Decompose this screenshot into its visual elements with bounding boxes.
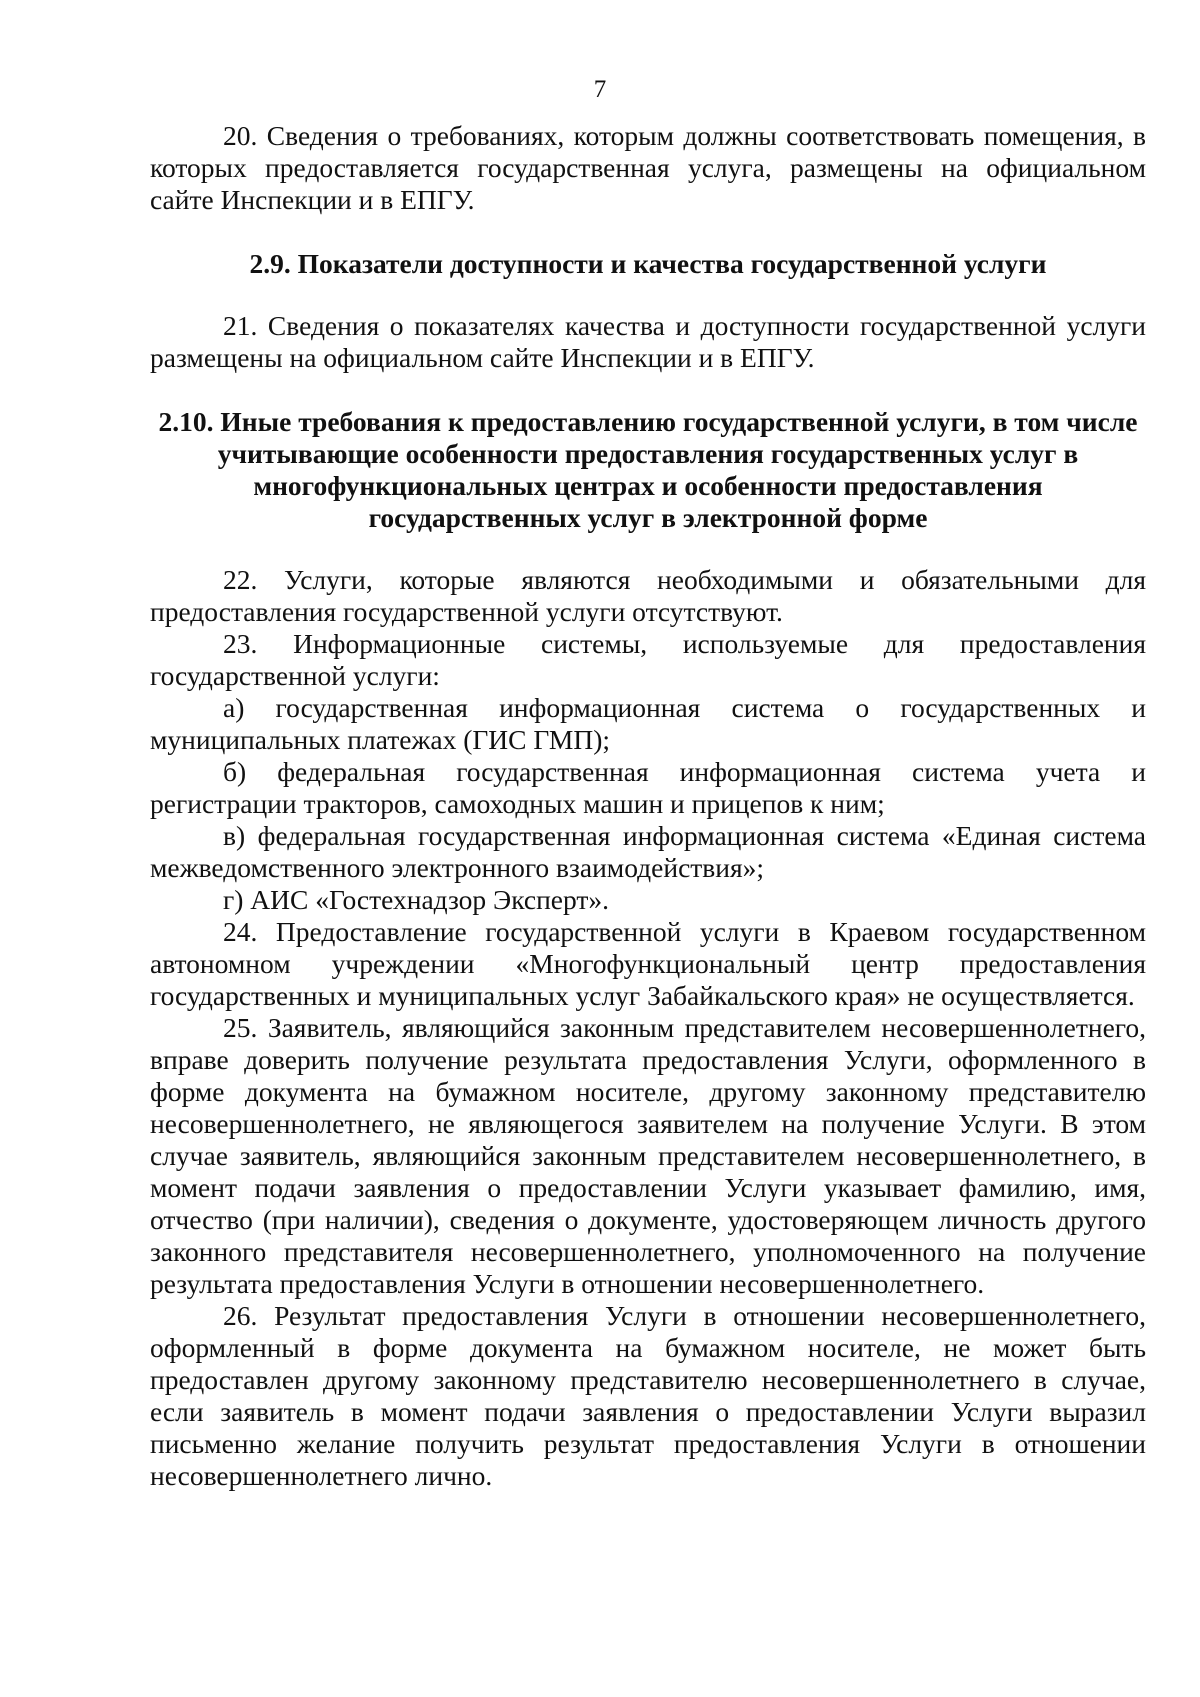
paragraph-23: 23. Информационные системы, используемые для предоставления государственной услуги: — [150, 628, 1146, 691]
paragraph-25: 25. Заявитель, являющийся законным представителем несовершеннолетнего, вправе доверить получение результата предоставления Услуги, оформленного в форме документа на бумажном носителе, другому законному представителю несовершеннолетнего, не являющегося заявителем на получение Услуги. В этом случае заявитель, являющийся законным представителем несовершеннолетнего, в момент подачи заявления о предоставлении Услуги указывает фамилию, имя, отчество (при наличии), сведения о документе, удостоверяющем личность другого законного представителя несовершеннолетнего, уполномоченного на получение результата предоставления Услуги в отношении несовершеннолетнего. — [150, 1012, 1146, 1299]
page-number: 7 — [593, 76, 607, 103]
document-body — [150, 120, 1146, 1492]
section-heading-2-9: 2.9. Показатели доступности и качества государственной услуги — [249, 248, 1047, 279]
paragraph-20: 20. Сведения о требованиях, которым должны соответствовать помещения, в которых предоставляется государственная услуга, размещены на официальном сайте Инспекции и в ЕПГУ. — [150, 120, 1146, 215]
paragraph-24: 24. Предоставление государственной услуги в Краевом государственном автономном учреждении «Многофункциональный центр предоставления государственных и муниципальных услуг Забайкальского края» не осуществляется. — [150, 916, 1146, 1011]
paragraph-26: 26. Результат предоставления Услуги в отношении несовершеннолетнего, оформленный в форме документа на бумажном носителе, не может быть предоставлен другому законному представителю несовершеннолетнего в случае, если заявитель в момент подачи заявления о предоставлении Услуги выразил письменно желание получить результат предоставления Услуги в отношении несовершеннолетнего лично. — [150, 1300, 1146, 1491]
paragraph-23-v: в) федеральная государственная информационная система «Единая система межведомственного электронного взаимодействия»; — [150, 820, 1146, 883]
paragraph-23-g: г) АИС «Гостехнадзор Эксперт». — [223, 884, 610, 915]
paragraph-21: 21. Сведения о показателях качества и доступности государственной услуги размещены на официальном сайте Инспекции и в ЕПГУ. — [150, 310, 1146, 373]
paragraph-23-b: б) федеральная государственная информационная система учета и регистрации тракторов, самоходных машин и прицепов к ним; — [150, 756, 1146, 819]
section-heading-2-10: 2.10. Иные требования к предоставлению государственной услуги, в том числе учитывающие особенности предоставления государственных услуг в многофункциональных центрах и особенности предоставления государственных услуг в электронной форме — [158, 406, 1138, 533]
paragraph-22: 22. Услуги, которые являются необходимыми и обязательными для предоставления государственной услуги отсутствуют. — [150, 564, 1146, 627]
paragraph-23-a: а) государственная информационная система о государственных и муниципальных платежах (ГИС ГМП); — [150, 692, 1146, 755]
